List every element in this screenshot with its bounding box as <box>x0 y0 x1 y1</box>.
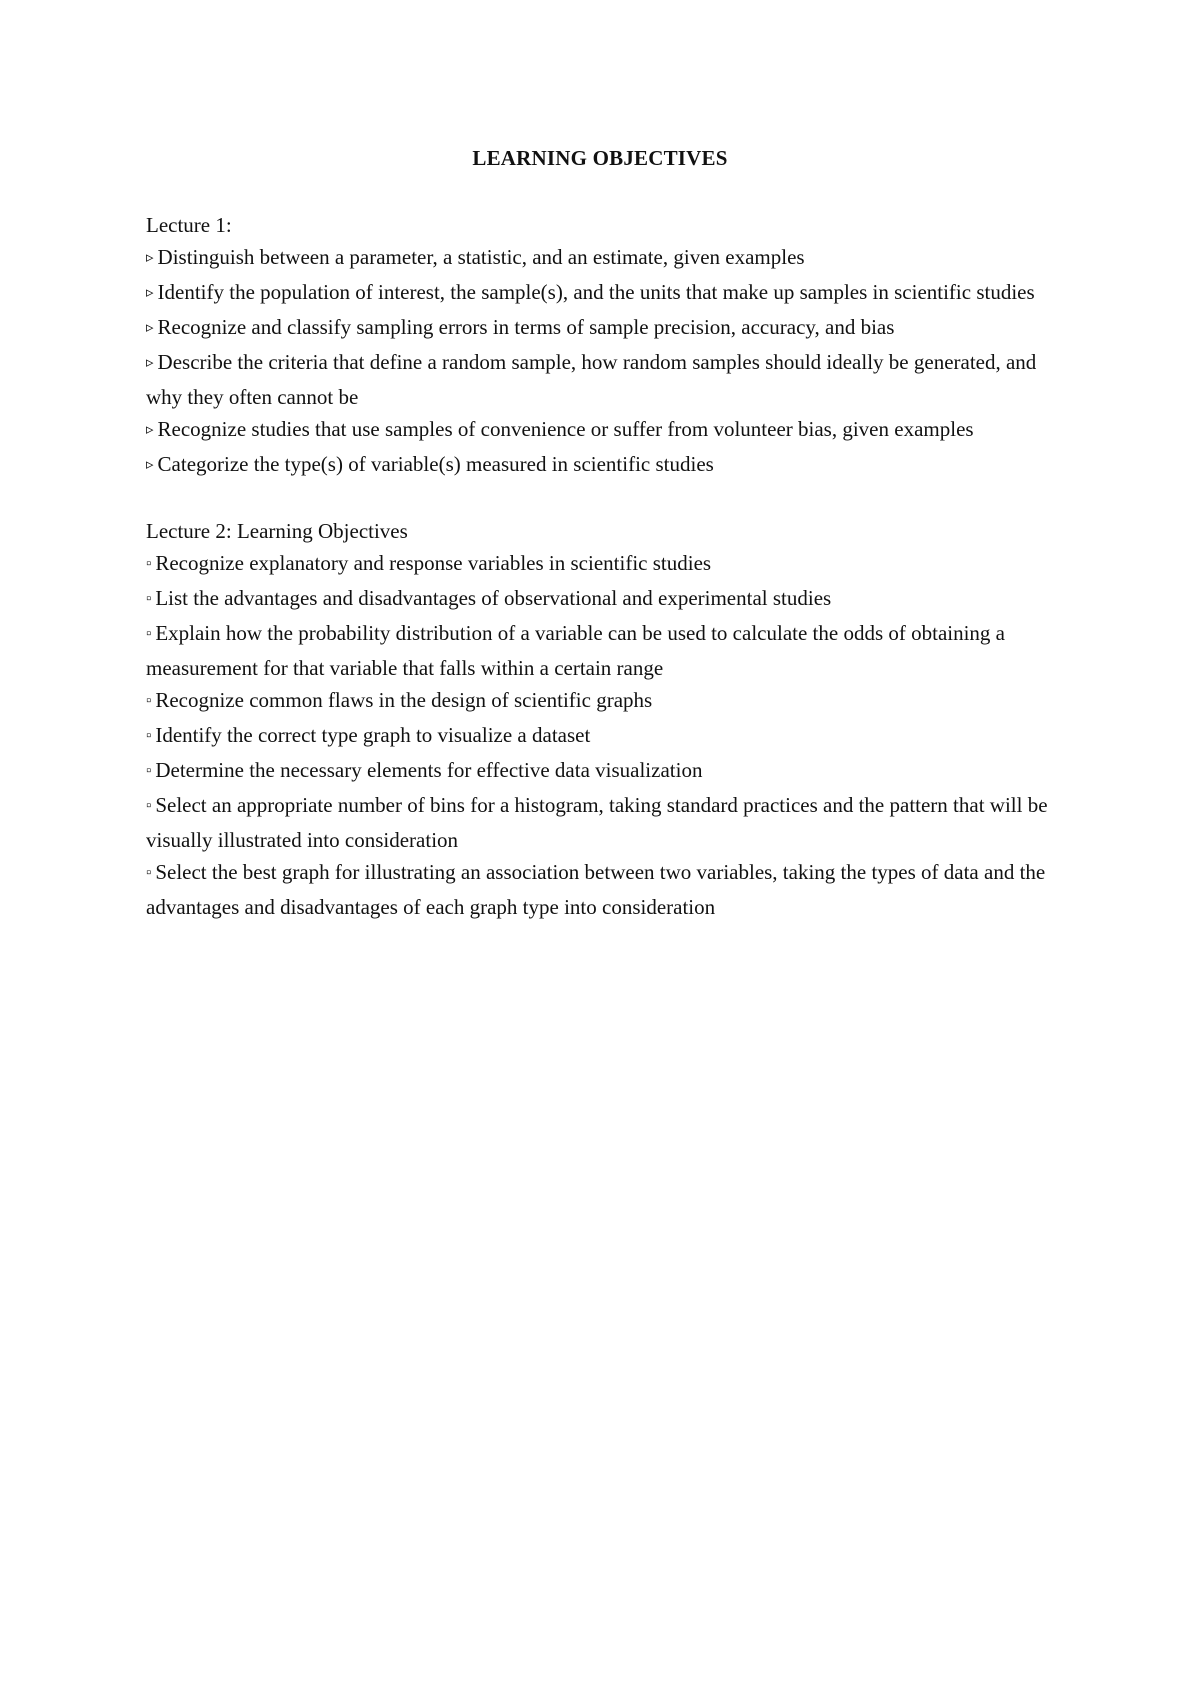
page-title: LEARNING OBJECTIVES <box>472 146 728 170</box>
lecture-1-section <box>146 209 1066 483</box>
objective-text: Identify the correct type graph to visualize a dataset <box>155 723 591 747</box>
objective-text: Recognize common flaws in the design of scientific graphs <box>155 688 653 712</box>
list-item <box>146 789 1066 856</box>
document-body <box>146 209 1066 955</box>
triangle-bullet-icon: ▹ <box>146 250 154 266</box>
list-item <box>146 413 1066 448</box>
objective-text: Select the best graph for illustrating an association between two variables, taking the types of data and the advantages and disadvantages of each graph type into consideration <box>146 860 1046 919</box>
objective-text: List the advantages and disadvantages of observational and experimental studies <box>155 586 832 610</box>
objective-text: Categorize the type(s) of variable(s) measured in scientific studies <box>157 452 714 476</box>
objective-text: Describe the criteria that define a random sample, how random samples should ideally be generated, and why they often cannot be <box>146 350 1037 409</box>
list-item <box>146 241 1066 276</box>
lecture-2-section <box>146 515 1066 923</box>
square-bullet-icon: ▫ <box>146 556 152 572</box>
list-item <box>146 311 1066 346</box>
objective-text: Explain how the probability distribution of a variable can be used to calculate the odds of obtaining a measurement for that variable that falls within a certain range <box>146 621 1006 680</box>
list-item <box>146 856 1066 923</box>
triangle-bullet-icon: ▹ <box>146 355 154 371</box>
list-item <box>146 547 1066 582</box>
list-item <box>146 448 1066 483</box>
list-item <box>146 582 1066 617</box>
list-item <box>146 684 1066 719</box>
list-item <box>146 719 1066 754</box>
objective-text: Recognize explanatory and response variables in scientific studies <box>155 551 712 575</box>
list-item <box>146 754 1066 789</box>
objective-list <box>146 547 1066 923</box>
square-bullet-icon: ▫ <box>146 798 152 814</box>
objective-text: Recognize studies that use samples of convenience or suffer from volunteer bias, given examples <box>157 417 974 441</box>
objective-text: Identify the population of interest, the sample(s), and the units that make up samples in scientific studies <box>157 280 1035 304</box>
square-bullet-icon: ▫ <box>146 728 152 744</box>
triangle-bullet-icon: ▹ <box>146 457 154 473</box>
objective-text: Select an appropriate number of bins for a histogram, taking standard practices and the pattern that will be visually illustrated into consideration <box>146 793 1048 852</box>
square-bullet-icon: ▫ <box>146 693 152 709</box>
objective-text: Distinguish between a parameter, a statistic, and an estimate, given examples <box>157 245 805 269</box>
square-bullet-icon: ▫ <box>146 626 152 642</box>
list-item <box>146 276 1066 311</box>
section-heading: Lecture 2: Learning Objectives <box>146 519 408 543</box>
objective-text: Recognize and classify sampling errors in terms of sample precision, accuracy, and bias <box>157 315 895 339</box>
objective-list <box>146 241 1066 483</box>
section-heading: Lecture 1: <box>146 213 232 237</box>
objective-text: Determine the necessary elements for effective data visualization <box>155 758 703 782</box>
triangle-bullet-icon: ▹ <box>146 285 154 301</box>
triangle-bullet-icon: ▹ <box>146 422 154 438</box>
list-item <box>146 346 1066 413</box>
square-bullet-icon: ▫ <box>146 865 152 881</box>
list-item <box>146 617 1066 684</box>
triangle-bullet-icon: ▹ <box>146 320 154 336</box>
square-bullet-icon: ▫ <box>146 591 152 607</box>
square-bullet-icon: ▫ <box>146 763 152 779</box>
